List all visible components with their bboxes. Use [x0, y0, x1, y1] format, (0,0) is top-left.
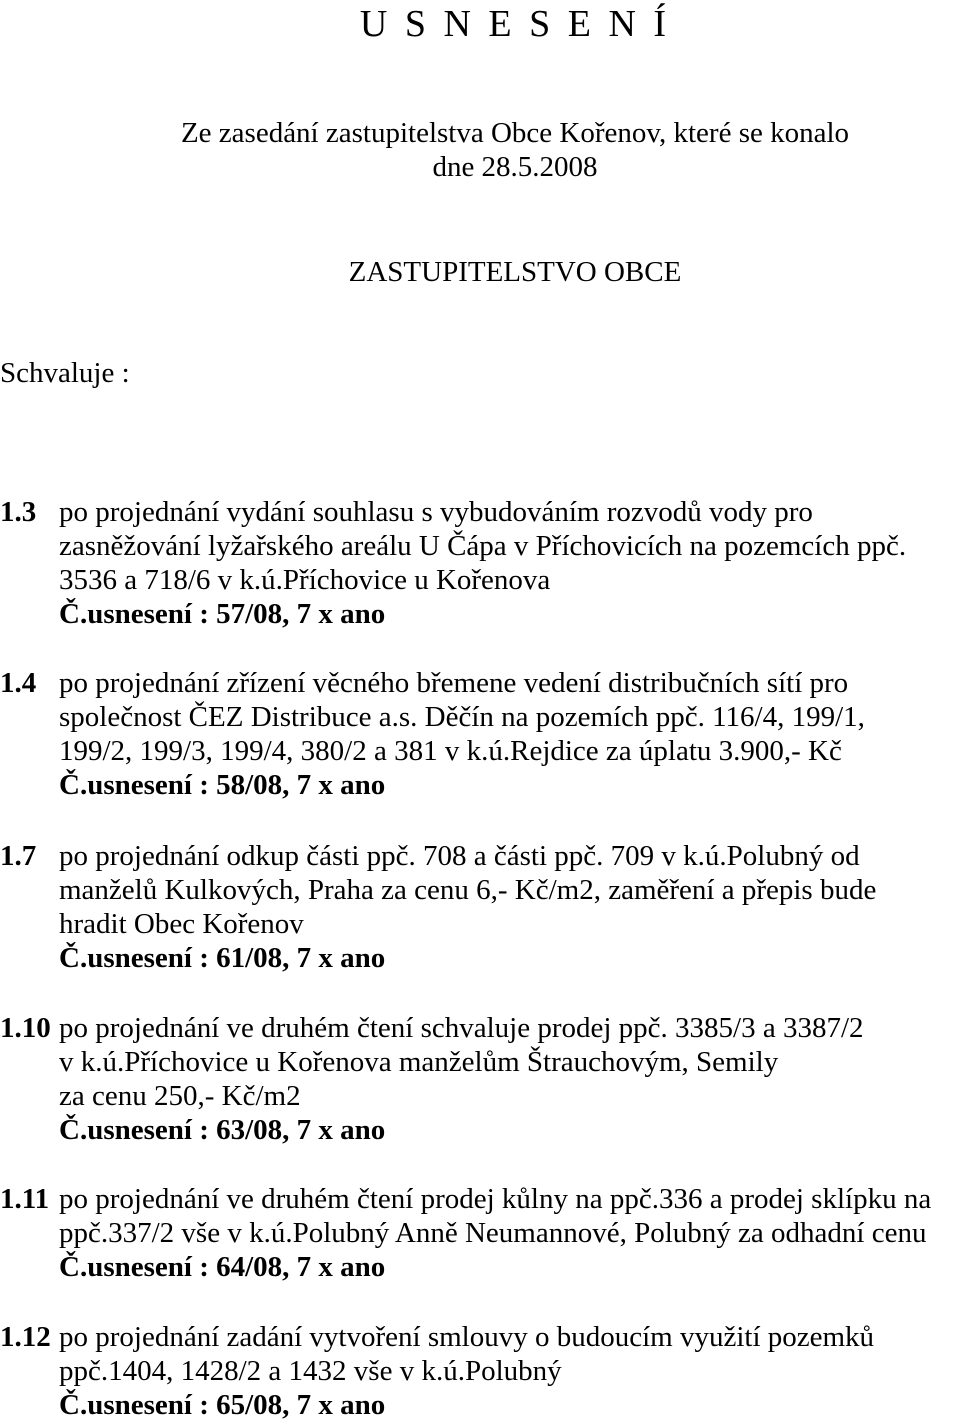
resolution-number: Č.usnesení : 65/08, 7 x ano — [59, 1389, 386, 1421]
section-heading: ZASTUPITELSTVO OBCE — [348, 256, 682, 288]
item-text-line: ppč.1404, 1428/2 a 1432 vše v k.ú.Polubný — [59, 1355, 562, 1387]
item-number: 1.10 — [0, 1012, 51, 1044]
resolution-item-1-11 — [0, 1182, 960, 1284]
item-text-line: po projednání odkup části ppč. 708 a části ppč. 709 v k.ú.Polubný od — [59, 840, 860, 872]
item-text-line: 199/2, 199/3, 199/4, 380/2 a 381 v k.ú.Rejdice za úplatu 3.900,- Kč — [59, 735, 842, 767]
item-text-line: společnost ČEZ Distribuce a.s. Děčín na pozemích ppč. 116/4, 199/1, — [59, 701, 865, 733]
item-text-line: manželů Kulkových, Praha za cenu 6,- Kč/m2, zaměření a přepis bude — [59, 874, 877, 906]
item-text-line: po projednání ve druhém čtení schvaluje prodej ppč. 3385/3 a 3387/2 — [59, 1012, 864, 1044]
resolution-item-1-12 — [0, 1320, 960, 1422]
item-number: 1.3 — [0, 496, 37, 528]
item-text-line: za cenu 250,- Kč/m2 — [59, 1080, 301, 1112]
item-text-line: po projednání ve druhém čtení prodej kůlny na ppč.336 a prodej sklípku na — [59, 1183, 932, 1215]
item-number: 1.4 — [0, 667, 37, 699]
intro-line-1: Ze zasedání zastupitelstva Obce Kořenov, které se konalo — [180, 117, 850, 149]
intro-line-2: dne 28.5.2008 — [432, 151, 598, 183]
item-text-line: po projednání zadání vytvoření smlouvy o budoucím využití pozemků — [59, 1321, 875, 1353]
item-text-line: po projednání zřízení věcného břemene vedení distribučních sítí pro — [59, 667, 849, 699]
resolution-number: Č.usnesení : 61/08, 7 x ano — [59, 942, 386, 974]
resolution-number: Č.usnesení : 63/08, 7 x ano — [59, 1114, 386, 1146]
document-title: U S N E S E N Í — [359, 3, 671, 45]
resolution-number: Č.usnesení : 57/08, 7 x ano — [59, 598, 386, 630]
resolution-item-1-4 — [0, 666, 960, 802]
item-text-line: po projednání vydání souhlasu s vybudováním rozvodů vody pro — [59, 496, 813, 528]
item-number: 1.11 — [0, 1183, 50, 1215]
item-number: 1.7 — [0, 840, 37, 872]
resolution-number: Č.usnesení : 64/08, 7 x ano — [59, 1251, 386, 1283]
schvaluje-label: Schvaluje : — [0, 357, 130, 389]
resolution-number: Č.usnesení : 58/08, 7 x ano — [59, 769, 386, 801]
resolution-item-1-3 — [0, 495, 960, 631]
item-text-line: ppč.337/2 vše v k.ú.Polubný Anně Neumannové, Polubný za odhadní cenu — [59, 1217, 927, 1249]
item-number: 1.12 — [0, 1321, 51, 1353]
item-text-line: v k.ú.Příchovice u Kořenova manželům Štrauchovým, Semily — [59, 1046, 779, 1078]
item-text-line: hradit Obec Kořenov — [59, 908, 304, 940]
item-text-line: 3536 a 718/6 v k.ú.Příchovice u Kořenova — [59, 564, 551, 596]
resolution-item-1-10 — [0, 1011, 960, 1147]
resolution-item-1-7 — [0, 839, 960, 975]
item-text-line: zasněžování lyžařského areálu U Čápa v Příchovicích na pozemcích ppč. — [59, 530, 907, 562]
